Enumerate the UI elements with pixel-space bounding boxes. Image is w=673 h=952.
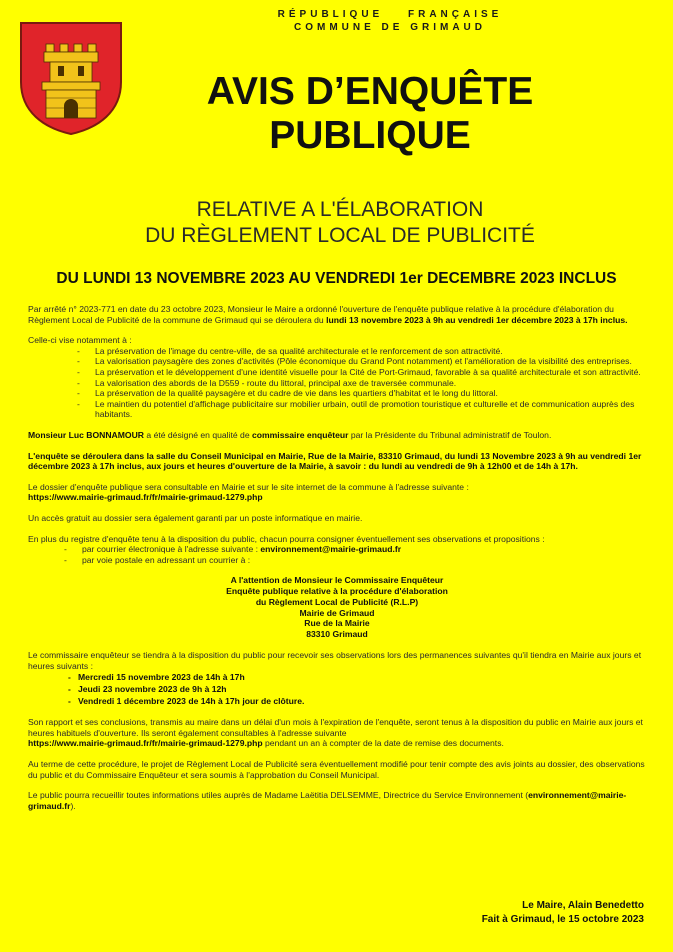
grimaud-coat-of-arms-icon <box>18 20 124 136</box>
email-lead: par courrier électronique à l'adresse suivante : <box>82 544 261 555</box>
report-end: pendant un an à compter de la date de remise des documents. <box>262 738 504 749</box>
permanences-paragraph: Le commissaire enquêteur se tiendra à la disposition du public pour recevoir ses observations lors des permanences suivantes qu'il tiendra en Mairie aux jours et heures suivants : <box>28 650 642 671</box>
dossier-link[interactable]: https://www.mairie-grimaud.fr/fr/mairie-grimaud-1279.php <box>28 492 263 503</box>
address-line: A l'attention de Monsieur le Commissaire Enquêteur <box>230 575 444 586</box>
title-line-1: AVIS D’ENQUÊTE <box>206 70 534 113</box>
registry-email-link[interactable]: environnement@mairie-grimaud.fr <box>260 544 402 555</box>
registry-paragraph: En plus du registre d'enquête tenu à la disposition du public, chacun pourra consigner éventuellement ses observations et propositions : <box>28 533 545 544</box>
list-item: - La valorisation paysagère des zones d'activités (Pôle économique du Grand Pont notamment) et l'amélioration de la visibilité des entreprises. <box>77 356 646 367</box>
aims-list <box>28 346 646 420</box>
republique-francaise-line: RÉPUBLIQUE FRANÇAISE <box>277 9 503 20</box>
postal-address <box>28 575 646 640</box>
list-item <box>64 544 646 555</box>
commissioner-role: commissaire enquêteur <box>252 429 349 440</box>
commissioner-end: par la Présidente du Tribunal administratif de Toulon. <box>348 429 552 440</box>
notice-body <box>28 304 646 821</box>
list-item: - La préservation et le développement d'une identité visuelle pour la Cité de Port-Grimaud, favorable à sa qualité architecturale et son attractivité. <box>77 367 646 378</box>
commissioner-name: Monsieur Luc BONNAMOUR <box>28 429 145 440</box>
address-line: du Règlement Local de Publicité (R.L.P) <box>255 596 419 607</box>
dates-banner: DU LUNDI 13 NOVEMBRE 2023 AU VENDREDI 1er DECEMBRE 2023 INCLUS <box>56 270 617 287</box>
list-item: - La valorisation des abords de la D559 - route du littoral, principal axe de traversée communale. <box>77 378 646 389</box>
address-line: Rue de la Mairie <box>304 618 370 629</box>
subtitle-line-1: RELATIVE A L'ÉLABORATION <box>196 198 484 221</box>
republic-header <box>150 8 630 34</box>
free-access-paragraph: Un accès gratuit au dossier sera également garanti par un poste informatique en mairie. <box>28 512 363 523</box>
address-line: Mairie de Grimaud <box>299 607 375 618</box>
commissioner-mid: a été désigné en qualité de <box>144 429 252 440</box>
notice-title <box>130 70 610 158</box>
report-link[interactable]: https://www.mairie-grimaud.fr/fr/mairie-grimaud-1279.php <box>28 738 263 749</box>
signature-block <box>482 899 644 926</box>
list-item: - Le maintien du potentiel d'affichage publicitaire sur mobilier urbain, outil de promotion touristique et culturelle et de communication auprès des habitants. <box>77 399 646 420</box>
location-text: L'enquête se déroulera dans la salle du Conseil Municipal en Mairie, Rue de la Mairie, 83310 Grimaud, du lundi 13 Novembre 2023 à 9h au vendredi 1er décembre 2023 à 17h inclus, aux jours et heures d'ouverture de la Mairie, à savoir : du lundi au vendredi de 9h à 12h00 et de 14h à 17h. <box>28 450 642 472</box>
dossier-paragraph <box>28 482 646 503</box>
list-item: - Jeudi 23 novembre 2023 de 9h à 12h <box>68 683 646 695</box>
address-line: 83310 Grimaud <box>306 629 368 640</box>
contact-email-link[interactable]: environnement@mairie-grimaud.fr <box>28 790 627 811</box>
location-paragraph <box>28 451 646 472</box>
commune-line: COMMUNE DE GRIMAUD <box>294 22 486 33</box>
aims-lead: Celle-ci vise notamment à : <box>28 335 132 346</box>
subtitle-line-2: DU RÈGLEMENT LOCAL DE PUBLICITÉ <box>145 224 535 247</box>
title-line-2: PUBLIQUE <box>269 114 471 157</box>
list-item: - La préservation de l'image du centre-ville, de sa qualité architecturale et le renforcement de son attractivité. <box>77 346 646 357</box>
permanences-list <box>28 671 646 707</box>
mayor-signature: Le Maire, Alain Benedetto <box>522 900 644 911</box>
address-line: Enquête publique relative à la procédure d'élaboration <box>226 586 448 597</box>
intro-dates: lundi 13 novembre 2023 à 9h au vendredi 1er décembre 2023 à 17h inclus. <box>326 314 628 325</box>
list-item: - par voie postale en adressant un courrier à : <box>64 555 646 566</box>
report-paragraph <box>28 717 646 749</box>
list-item: - Vendredi 1 décembre 2023 de 14h à 17h jour de clôture. <box>68 695 646 707</box>
report-text: Son rapport et ses conclusions, transmis au maire dans un délai d'un mois à l'expiration de l'enquête, seront tenus à la disposition du public en Mairie aux jours et heures habituels d'ouverture. Ils seront également consultables à l'adresse suivante <box>28 717 643 738</box>
signature-date: Fait à Grimaud, le 15 octobre 2023 <box>481 913 644 925</box>
intro-paragraph <box>28 304 646 325</box>
intro-text: Par arrêté n° 2023-771 en date du 23 octobre 2023, Monsieur le Maire a ordonné l'ouverture de l'enquête publique relative à la procédure d'élaboration du Règlement Local de Publicité de la commune de Grimaud qui se déroulera du <box>28 304 614 325</box>
commissioner-paragraph <box>28 430 646 441</box>
contact-paragraph <box>28 790 646 811</box>
list-item: - La préservation de la qualité paysagère et du cadre de vie dans les quartiers d'habitat et le long du littoral. <box>77 388 646 399</box>
contact-end: ). <box>70 800 76 811</box>
end-procedure-paragraph: Au terme de cette procédure, le projet de Règlement Local de Publicité sera éventuellement modifié pour tenir compte des avis joints au dossier, des observations du public et du Commissaire Enquêteur et sera soumis à l'approbation du Conseil Municipal. <box>28 759 645 780</box>
list-item: - Mercredi 15 novembre 2023 de 14h à 17h <box>68 671 646 683</box>
contact-text: Le public pourra recueillir toutes informations utiles auprès de Madame Laëtitia DELSEMME, Directrice du Service Environnement ( <box>28 790 529 801</box>
dossier-text: Le dossier d'enquête publique sera consultable en Mairie et sur le site internet de la commune à l'adresse suivante : <box>28 481 469 492</box>
registry-means-list <box>28 544 646 565</box>
notice-subtitle <box>60 197 620 249</box>
